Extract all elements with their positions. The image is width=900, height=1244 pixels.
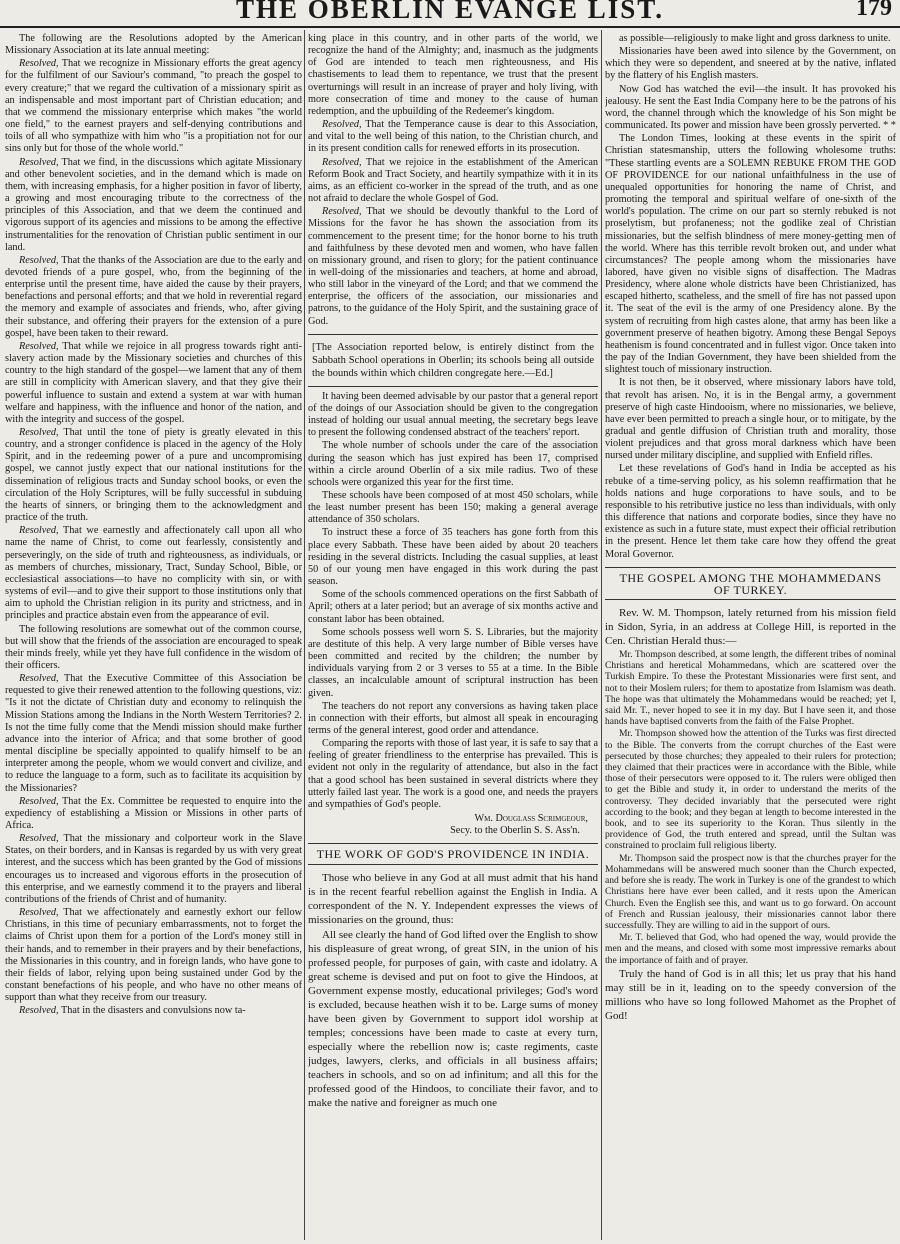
resolutions-intro: The following are the Resolutions adopted by the American Missionary Association at its late annual meeting: xyxy=(5,33,302,57)
closing-paragraph: Truly the hand of God is in all this; let us pray that his hand may still be in it, leading on to the speedy conversion of the millions who have so long followed Mahomet as the Prophet of God! xyxy=(605,967,896,1022)
resolution-paragraph xyxy=(5,833,302,906)
masthead xyxy=(0,0,900,28)
resolution-paragraph xyxy=(5,907,302,1004)
article-paragraph: Mr. Thompson described, at some length, the different tribes of nominal Christians and heretical Mohammedans, which are scattered over the Turkish Empire. To these the Protestant Missionaries were first sent, and not to their Moslem rulers; for them to apostatize from Islamism was death. The hope was that ultimately the Mohammedans would be reached; yet I, said Mr. T., never hoped to see it in my day. But I have seen it, and those hands have baptised converts from the faith of the False Prophet. xyxy=(605,649,896,728)
report-paragraph: The whole number of schools under the care of the association during the season which has just expired has been 17, comprised within a circle around Oberlin of a six mile radius. Two of these schools were organized this year for the first time. xyxy=(308,440,598,488)
resolution-paragraph xyxy=(5,624,302,673)
resolution-continuation: king place in this country, and in other parts of the world, we recognize the hand of the Almighty; and, inasmuch as the judgments of God are intended to teach men righteousness, and His chastisements to lead them to repentance, we trust that the present overturnings will result in an increase of prayer and holy living, with more consecration of time and money to the cause of human redemption, and the upbuilding of the Redeemer's kingdom. xyxy=(308,33,598,117)
india-article-continued xyxy=(605,33,896,561)
column-rule xyxy=(304,30,305,1240)
resolution-paragraph xyxy=(5,58,302,155)
resolution-lead: Resolved, xyxy=(322,156,362,168)
resolution-text: That we find, in the discussions which agitate Missionary and other benevolent societies, and in the demand which is made on them, with increasing emphasis, for a higher position in favor of liberty, a growing and most encouraging tribute to the correctness of the principles of this Association, and that we deem the continued and vigorous support of its agencies and missions to be among the effective instrumentalities for the renovation of Christian public sentiment in our land. xyxy=(5,156,302,253)
resolution-text: That the Executive Committee of this Association be requested to give their renewed attention to the following questions, viz: "Is it not the dictate of Christian duty and economy to relinquish the Mission Stations among the Indians in the North Western Territories? 2. Is not the time fully come that the Mendi mission should make further advance into the interior of Africa; and that some brother of good mental discipline be specially appointed to qualify himself to be an interpreter among the people, whom we would convert and civilize, and to reduce the language to a form, such as to facilitate its acquisition by the Missionaries? xyxy=(5,673,302,794)
resolution-lead: Resolved, xyxy=(19,525,59,537)
article-paragraph: The London Times, looking at these events in the spirit of Christian statesmanship, utters the following wholesome truths: "These startling events are a SOLEMN REBUKE FROM THE GOD OF PROVIDENCE for our national unfaithfulness in the use of unequaled opportunities for honoring the name of Christ, and promoting the temporal and spiritual welfare of one-sixth of the world's population. The crime on our part so sternly rebuked is not proselytism, but profaneness; not the godlike zeal of Christian missionaries, but the selfish blindness of mere money-getting men of the world. Where has this terrible revolt broken out, and under what circumstances? The people among whom the missionaries have labored, have given no visible signs of disaffection. The Madras Presidency, where alone whole districts have been Christianized, has escaped hitherto, scatheless, and the smell of fire has not passed upon it. The seat of the evil is the army of one Presidency alone. By the system of recruiting from high castes alone, that army has been like a government preserve of heathen bigotry. Among these Bengal Sepoys heathenism is found concentrated and in fullest vigor. Once taken into the pay of the Indian Government, they have been shielded from the slightest touch of missionary instruction. xyxy=(605,133,896,376)
resolution-text: That we should be devoutly thankful to the Lord of Missions for the favor he has shown the association from its commencement to the present time; for the honor borne to his truth and faithfulness by these devoted men and women, who have fallen on missionary ground, and risen to glory; for the patient continuance in well-doing of the missionaries and teachers, at home and abroad, who still labor in the vineyard of the Lord; and that we commend the enterprise, the officers of the association, our missionaries and patrons, to the guidance of the Holy Spirit, and the sustaining grace of God. xyxy=(308,206,598,327)
resolution-paragraph xyxy=(308,157,598,206)
page-number: 179 xyxy=(856,0,892,21)
resolution-lead: Resolved, xyxy=(322,206,362,218)
resolution-paragraph xyxy=(5,673,302,795)
article-paragraph: All see clearly the hand of God lifted over the English to show his displeasure of great wrong, of great SIN, in the union of his professed people, for purposes of gain, with caste and idolatry. A great scheme is devised and put on foot to give the Hindoos, at Government expense mostly, educational privileges; God's word is excluded, because heathen wish it to be. Large sums of money have been given by Government to support idol worship at temples; concessions have been made to caste at every turn, especially where the rebellion now is; caste regiments, caste judges, lawyers, clerks, and officials in all business affairs; teachers in schools, and so on ad infinitum; and all this for the professed good of the Hindoos, to conciliate their favor, and to make the native and foreigner as much one xyxy=(308,928,598,1109)
resolution-lead: Resolved, xyxy=(19,156,59,168)
resolution-paragraph xyxy=(5,525,302,622)
section-heading-turkey: THE GOSPEL AMONG THE MOHAMMEDANS OF TURKEY. xyxy=(605,567,896,600)
article-paragraph: Let these revelations of God's hand in India be accepted as his rebuke of a time-serving policy, as his solemn reaffirmation that he holds nations and huge corporations to have souls, and to be responsible to his retributive justice no less than individuals, with only this difference that nations and corporate bodies, since they have no existence as such in a future state, must expect their official retribution in the present. Hence let them take care how they offend the great Moral Governor. xyxy=(605,463,896,560)
article-paragraph: Mr. T. believed that God, who had opened the way, would provide the men and the means, and closed with some most impressive remarks about the importance of faith and of prayer. xyxy=(605,932,896,966)
resolution-paragraph xyxy=(5,157,302,254)
report-paragraph: To instruct these a force of 35 teachers has gone forth from this place every Sabbath. These have been aided by about 20 teachers residing in the several districts. Including the casual supplies, at least 50 of our young men have engaged in this work during the past season. xyxy=(308,527,598,588)
india-article xyxy=(308,871,598,1110)
resolution-text: That we affectionately and earnestly exhort our fellow Christians, in this time of pecuniary embarrassments, not to forget the claims of Christ upon them for a portion of the Lord's money still in their hands, and to remember in their prayers and by their benefactions, the Missionaries in this country, and in foreign lands, who have gone to their fields of labor, relying upon being sustained under God by the constant benefactions of his people, and who have no other means of support than what they receive from our treasury. xyxy=(5,907,302,1004)
report-paragraph: These schools have been composed of at most 450 scholars, while the least number present has been 150; making a general average attendance of 350 scholars. xyxy=(308,490,598,526)
resolution-text: That we recognize in Missionary efforts the great agency for the fulfilment of our Saviour's command, "to preach the gospel to every creature;" that we regard the cultivation of a missionary spirit as an indispensable and most important part of Christian education; and that we commend the missionary enterprise which makes "the world one field," to the earnest prayers and self-denying contributions and toils of all who sympathize with him who "is a propitiation not for our sins only but for those of the whole world." xyxy=(5,58,302,155)
resolution-lead: Resolved, xyxy=(322,119,362,131)
resolution-lead: Resolved, xyxy=(19,907,59,919)
resolution-text: That the Temperance cause is dear to this Association, and vital to the well being of this nation, to the Christian church, and in its present condition calls for renewed efforts in its prosecution. xyxy=(308,119,598,155)
resolution-text: That in the disasters and convulsions now ta- xyxy=(60,1005,246,1017)
report-signature: Wm. Douglass Scrimgeour, xyxy=(474,813,588,825)
resolution-paragraph xyxy=(308,206,598,328)
report-paragraph: Some of the schools commenced operations on the first Sabbath of April; others at a later period; but an average of six months active and constant labor has been obtained. xyxy=(308,589,598,625)
article-paragraph: It is not then, be it observed, where missionary labors have told, that revolt has arisen. No, it is in the Bengal army, a government preserve of high caste Hindooism, where no missionaries, we believe, have ever been permitted to preach a single hour, or to mitigate, by the gradual and gentle diffusion of Christian truth and morality, those violent prejudices and that gross moral darkness which have been nursed under military discipline, and supplied with Enfield rifles. xyxy=(605,377,896,462)
resolution-paragraph xyxy=(5,427,302,524)
resolution-lead: Resolved, xyxy=(19,795,59,807)
article-paragraph: as possible—religiously to make light and gross darkness to unite. xyxy=(619,33,891,44)
report-paragraph: Some schools possess well worn S. S. Libraries, but the majority are destitute of this help. A very large number of Bible verses have been committed and recited by the children; the number by individuals varying from 2 or 3 verses to 55 at a time. In the Bible classes, an incalculable amount of scriptural instruction has been given. xyxy=(308,626,598,699)
resolution-text: That we rejoice in the establishment of the American Reform Book and Tract Society, and heartily sympathize with it in its aims, as an efficient co-worker in the spread of the truth, and as one not afraid to declare the whole Gospel of God. xyxy=(308,156,598,205)
resolution-lead: Resolved, xyxy=(19,673,59,685)
turkey-article xyxy=(605,649,896,966)
column-2 xyxy=(308,33,598,1238)
article-paragraph: Mr. Thompson showed how the attention of the Turks was first directed to the Bible. The converts from the corrupt churches of the East were persecuted by those churches; they appealed to their rulers for protection; they claimed that their practices were in accordance with the Bible, while those of their persecutors were opposed to it. The rulers were obliged then to get the Bible and study it, in order to understand the merits of the controversy. They decided invariably that the persecuted were right according to the book; and they began at length to become interested in the book, and to see its superiority to the Koran. Thus silently in the providence of God, the truth entered and spread, until the Sultan was constrained to proclaim full religious liberty. xyxy=(605,728,896,852)
report-signature-title: Secy. to the Oberlin S. S. Ass'n. xyxy=(450,825,580,837)
resolution-text: That the thanks of the Association are due to the early and devoted friends of a pure gospel, who, from the beginning of the enterprise until the present time, have aided the cause by their prayers, benefactions and personal efforts; and that we hold in reverential regard the memory and example of associates and friends, who, after giving their substance, and offering their prayers for the extension of a pure gospel, have been taken to their reward. xyxy=(5,254,302,339)
resolution-paragraph xyxy=(5,796,302,832)
column-rule xyxy=(601,30,602,1240)
article-paragraph: Mr. Thompson said the prospect now is that the churches prayer for the Mohammedans will be answered much sooner than the Church expected, and before she is ready. The work in Turkey is one of the grandest to which Christians here have ever been called, and it rests upon the American Church. Even the English see this, and want us to go forward. On account of French and Russian jealousy, their missionaries cannot labor there successfully. They are willing to aid in the support of ours. xyxy=(605,852,896,931)
resolution-text: That while we rejoice in all progress towards right anti-slavery action made by the Missionary societies and churches of this country to the high standard of the gospel—we lament that any of them are still in complicity with American slavery, and that they give their powerful influence to sustain and extend a system at war with human welfare and happiness, with the influence and honor of the nation, and with the integrity and success of the gospel. xyxy=(5,340,302,425)
resolution-text: That until the tone of piety is greatly elevated in this country, and a stronger confidence is placed in the agency of the Holy Spirit, and in the redeeming power of a pure and uncompromising gospel, we cannot justly expect that our national institutions for the dissemination of religious tracts and Sunday school books, or even the circulation of the Holy Scriptures, will be fully successful in subduing the hearts of sinners, or bringing them to the acknowledgment and practice of the truth. xyxy=(5,427,302,524)
resolution-text: That the missionary and colporteur work in the Slave States, on their borders, and in Kansas is regarded by us with very great interest, and the success which has been granted by the God of missions encourages us to increased and vigorous efforts in the prosecution of this enterprise, and we earnestly commend it to the prayers and liberal contributions of the friends of Christ and of humanity. xyxy=(5,833,302,905)
report-paragraph: It having been deemed advisable by our pastor that a general report of the doings of our Association should be given to the congregation instead of holding our usual annual meeting, the secretary begs leave to present the following condensed abstract of the teachers' report. xyxy=(308,390,598,439)
turkey-intro: Rev. W. M. Thompson, lately returned from his mission field in Sidon, Syria, in an address at College Hill, is reported in the Cen. Christian Herald thus:— xyxy=(605,607,896,648)
column-3 xyxy=(605,33,896,1238)
resolution-lead: Resolved, xyxy=(19,427,59,438)
resolution-lead: Resolved, xyxy=(19,340,59,352)
section-heading-india: THE WORK OF GOD'S PROVIDENCE IN INDIA. xyxy=(308,843,598,864)
editor-notice: [The Association reported below, is entirely distinct from the Sabbath School operations in Oberlin; its schools being all outside the bounds within which children congregate here.—Ed.] xyxy=(308,334,598,387)
resolutions-list xyxy=(5,58,302,1017)
column-1 xyxy=(5,33,302,1238)
resolution-text: The following resolutions are somewhat out of the common course, but will show that the friends of the association are encouraged to speak their minds freely, while yet they have full confidence in the wisdom of their officers. xyxy=(5,623,302,671)
article-paragraph: Those who believe in any God at all must admit that his hand is in the recent fearful rebellion against the English in India. A correspondent of the N. Y. Independent expresses the views of missionaries on the ground, thus: xyxy=(308,871,598,926)
resolution-text: That we earnestly and affectionately call upon all who name the name of Christ, to come out fearlessly, consistently and perseveringly, on the side of truth and righteousness, as individuals, or as members of churches, missionary, Tract, Sunday School, Bible, or ecclesiastical associations—to have no complicity with sin, or with systems of evil—and to give their support to those institutions only that aim to uphold the Christian religion in its purity and strictness, and in principles and practice abstain even from the appearance of evil. xyxy=(5,525,302,622)
resolution-paragraph xyxy=(5,1005,302,1017)
article-paragraph: Now God has watched the evil—the insult. It has provoked his jealousy. He sent the East India Company here to be the patrons of his word, the channel through which the knowledge of his Son might be communicated. Its power and mission have been grossly perverted. * * xyxy=(605,83,896,132)
resolution-paragraph xyxy=(308,119,598,155)
resolution-paragraph xyxy=(5,255,302,340)
report-paragraph: Comparing the reports with those of last year, it is safe to say that a feeling of greater friendliness to the enterprise has prevailed. This is evident not only in the regularity of attendance, but also in the fact that a good school has been sustained in several districts where they utterly failed last year. The work is a good one, and needs the prayers and sympathies of God's people. xyxy=(308,738,598,810)
resolution-lead: Resolved, xyxy=(19,833,59,845)
resolutions-list xyxy=(308,119,598,328)
resolution-lead: Resolved, xyxy=(19,58,59,70)
masthead-title: THE OBERLIN EVANGE LIST. xyxy=(235,0,665,24)
resolution-text: That the Ex. Committee be requested to enquire into the expediency of establishing a Mission or Missions in other parts of Africa. xyxy=(5,795,302,831)
resolution-lead: Resolved, xyxy=(19,254,59,266)
resolution-lead: Resolved, xyxy=(19,1005,59,1017)
article-paragraph: Missionaries have been awed into silence by the Government, on which they were so dependent, and sneered at by the native, inflated by the flattery of his English masters. xyxy=(605,46,896,82)
resolution-paragraph xyxy=(5,341,302,426)
report-paragraph: The teachers do not report any conversions as having taken place in connection with their efforts, but almost all speak in encouraging terms of the general interest, good order and attendance. xyxy=(308,700,598,736)
sabbath-school-report xyxy=(308,391,598,811)
